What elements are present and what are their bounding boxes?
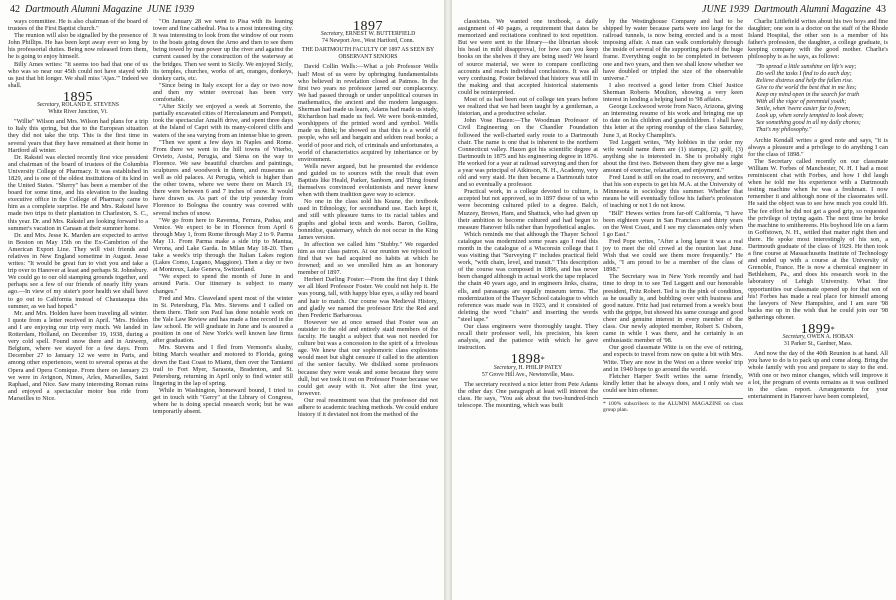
class-secretary bbox=[748, 334, 888, 341]
paragraph: Herbert Darling Foster:—From the first day I think we all liked Professor Foster. We could not help it. He was young, tall, with happy blue eyes, a silky red beard and hair to match. Our course was Medieval History, and gladly we named the professor Eric the Red and then Frederic Barbarossa. bbox=[298, 276, 438, 319]
paragraph: I also received a good letter from Chief Justice Sherman Roberts Moulton, showing a very keen interest in lending a helping hand to '98 affairs. bbox=[603, 81, 743, 104]
paragraph: Dr. Rakstel was elected recently first vice president and chairman of the board of trustees of the Columbia University College of Pharmacy. It was established in 1829, and is one of the oldest institutions of its kind in the United States. "Sherry" has been a member of the board for some time, and his elevation to the leading executive office in the College of Pharmacy came to him as a complete surprise. He and Mrs. Rakstel have made two trips to their plantation in Charleston, S. C., this year. Dr. and Mrs. Rakstel are looking forward to a summer's vacation in Canaan at their summer home. bbox=[8, 153, 148, 232]
right-magazine-title: Dartmouth Alumni Magazine bbox=[753, 4, 871, 15]
paragraph: David Collin Wells:—What a job Professor Wells had! Most of us were by upbringing fundamentalists who believed in revelation closed at Patmos. In the first two years no professor jarred our complacency. We had passed through or under unpolitical courses in mathematics, the ancient and the modern languages. Sherman had made us learn, Adams had made us study, Richardson had made us feel. We were book-minded, worshippers of the printed word and symbol. Wells made us think; he showed us that this is a world of people, who sell and bargain and seldom read books; a world of poor and rich, of criminals and unfortunates, a world of characteristics acquired by inheritance or by environment. bbox=[298, 63, 438, 163]
poem-line: Relieve distress and help the fallen rise. bbox=[756, 77, 854, 84]
left-issue-date: JUNE 1939 bbox=[147, 4, 194, 15]
paragraph: Dr. and Mrs. Jesse K. Marden are expected to arrive in Boston on May 15th on the Ex-Cambrion of the American Export Line. They will visit friends and relatives in New England sometime in August. Jesse writes: "It would be great fun to visit you and take a trip over to Hanover at least and perhaps St. Johnsbury. We could go to our old stamping grounds together, and perhaps see a few of our friends of nearly fifty years ago.—In view of my sister's poor health we shall have to go out to California instead of Chautauqua this summer, as we had hoped." bbox=[8, 231, 148, 310]
subscriber-star: * bbox=[540, 355, 546, 365]
left-column-3 bbox=[298, 18, 438, 600]
paragraph: Our class engineers were thoroughly taught. They recall their professor well, his precision, his keen analysis, and the patience with which he gave instruction. bbox=[458, 323, 598, 352]
paragraph: Our real resentment was that the professor did not adhere to academic teaching methods. We could endure history if it deviated not from the method of the bbox=[298, 396, 438, 419]
right-issue-date: JUNE 1939 bbox=[702, 4, 749, 15]
paragraph: "Bill" Hewes writes from far-off California, "I have been eighteen years in San Francisco and thirty years on the West Coast, and I see my classmates only when I go East." bbox=[603, 209, 743, 238]
secretary-name: ROLAND E. STEVENS bbox=[61, 102, 120, 109]
secretary-address: 57 Grove Hill Ave., Newtonville, Mass. bbox=[481, 371, 575, 378]
paragraph: George Lockwood wrote from Naco, Arizona, giving an interesting resume of his work and bringing me up to date on his children and grandchildren. I shall have this letter at the spring roundup of the class Saturday, June 3, at Rocky Champlin's. bbox=[603, 103, 743, 139]
secretary-address: White River Junction, Vt. bbox=[48, 109, 108, 116]
poem-line: Look up, when sorely tempted to look down; bbox=[756, 112, 864, 119]
paragraph: "Since being in Italy except for a day or two now and then my winter overcoat has been very comfortable. bbox=[153, 81, 293, 104]
secretary-label: Secretary, bbox=[320, 31, 344, 38]
right-page bbox=[452, 0, 896, 600]
paragraph: Archie Kendall writes a good note and says, "it is always a pleasure and a privilege to do anything I can for the class of 1898." bbox=[748, 136, 888, 158]
class-year-heading: 1897 bbox=[353, 19, 383, 34]
paragraph: John Vose Hazen:—The Woodman Professor of Civil Engineering on the Chandler Foundation followed the well-charted early route to a Dartmouth chair. The name is one that is inherent to the northern Connecticut valley. Hazen got his scientific degree at Dartmouth in 1875 and his engineering degree in 1876. He worked for a year at railroad surveying and then for a year was principal of Atkinson, N. H., Academy, very old and very staid. He then became a Dartmouth tutor and so eventually a professor. bbox=[458, 117, 598, 189]
secretary-name: OWEN A. HOBAN bbox=[807, 334, 854, 341]
left-running-head bbox=[10, 4, 194, 15]
left-page-number: 42 bbox=[10, 4, 20, 15]
paragraph: The reunion will also be signalled by the presence of John Phillips. He has been kept away ever so long by his professorial duties. Being now released from them, he is going to enjoy himself. bbox=[8, 32, 148, 61]
right-column-1 bbox=[458, 18, 598, 600]
paragraph: Charlie Littlefield writes about his two boys and fine daughter; one son is a doctor on the staff of the Rhode Island Hospital, the other son is a member of his father's profession, the daughter, a college graduate, is keeping company with the good mother. Charlie's philosophy is as he says, as follows: bbox=[748, 18, 888, 61]
section-subheading: THE DARTMOUTH FACULTY OF 1897 AS SEEN BY OBSERVANT SENIORS bbox=[301, 47, 435, 61]
class-secretary bbox=[458, 365, 598, 372]
footnote: * 100% subscribers to the ALUMNI MAGAZINE on class group plan. bbox=[603, 398, 743, 413]
paragraph: Fletcher Harper Swift writes the same friendly, kindly letter that he always does, and I only wish we could see him oftener. bbox=[603, 372, 743, 394]
paragraph: Our good classmate Witte is on the eve of retiring, and expects to travel from now on quite a bit with Mrs. Witte. They are now in the West on a three weeks' trip and in 1940 hope to go around the world. bbox=[603, 344, 743, 373]
paragraph: "On January 28 we went to Pisa with its leaning tower and fine cathedral. Pisa is a most interesting city. It was interesting to look from the window of our room to the boats going down the Arno and then to see them being towed by man power up the river and against the current caused by the construction of the waterway at the bridges. Then we went to Sicily. We enjoyed Sicily, its temples, churches, works of art, oranges, donkeys, donkey carts, etc. bbox=[153, 18, 293, 82]
subscriber-star: * bbox=[830, 325, 836, 334]
left-column-2 bbox=[153, 18, 293, 600]
class-secretary bbox=[8, 102, 148, 109]
class-year-heading bbox=[748, 322, 888, 337]
paragraph: by the Westinghouse Company and had to be shipped by water because parts were too large for the railroad tunnels, is now being erected and is a most imposing affair. A man can walk comfortably through the inside of several of the supporting parts of the huge frame. Everything ought to be completed in between one and two years, and then we shall know whether we have doubled or tripled the size of the observable universe." bbox=[603, 18, 743, 82]
secretary-label: Secretary, bbox=[36, 102, 61, 109]
right-running-head bbox=[702, 4, 886, 15]
paragraph: No one in the class sold his Keane, the textbook used in Ethnology, for secondhand use. Each kept it, and still with pleasure turns to its racial tables and graphs and global texts and words. Baron, Gollins, bonnidise, quaternary, which do not occur in the King James version. bbox=[298, 198, 438, 241]
paragraph: Ted Leggett writes, "My hobbies in the order my wife would name them are (1) stamps, (2) golf, (3) anything she is interested in. She is probably right about the first two. Between them they give me a large amount of exercise, relaxation, and enjoyment." bbox=[603, 138, 743, 174]
paragraph: In affection we called him "Stubby." We regarded him as our class patron. At our reunion we rejoiced to find that we had acquired no habits at which he frowned; and so we enrolled him as an honorary member of 1897. bbox=[298, 240, 438, 277]
class-year-heading: 1895 bbox=[63, 89, 93, 105]
poem-line: "To spread a little sunshine on life's way; bbox=[756, 63, 857, 70]
paragraph: classicists. We wanted one textbook, a daily assignment of 40 pages, a requirement that dates be memorized and recitations confined to text repetition. But we were sent to the library—the librarian shook his head in mild disapproval, for how can you keep books on the shelves if they are being used? We heard of source material, we were to compare conflicting accounts and reach individual conclusions. It was all very confusing. Foster believed that history was still in the making and that accepted historical statements could be reinterpreted. bbox=[458, 18, 598, 96]
paragraph: Most of us had been out of college ten years before we realized that we had been taught by a gentleman, a historian, and a productive scholar. bbox=[458, 96, 598, 118]
paragraph: "We go from here to Ravenna, Ferrara, Padua, and Venice. We expect to be in Florence from April 6 through May 1, from Rome through May 2 to 9. Parma May 11. From Parma make a side trip to Mantua, Verona, and Lake Garda. In Milan May 18-20. Then take a week's trip through the Italian Lakes region (Lakes Como, Lugano, Maggiore). Then a day or two at Montreux, Lake Geneva, Switzerland. bbox=[153, 216, 293, 274]
paragraph: "Then we spent a few days in Naples and Rome. From there we went to the hill towns of Viterbo, Orvieto, Assisi, Perugia, and Siena on the way to Florence. We saw beautiful churches and paintings, sculptures and woodwork in them, and museums as well as old palaces. At Perugia, which is higher than the other towns, where we were there on March 19, there were between 6 and 7 inches of snow. It would have drawn us. As part of the trip yesterday from Florence to Bologna the country was covered with several inches of snow. bbox=[153, 138, 293, 217]
poem-line: Give to the world the best that in me lies; bbox=[756, 84, 857, 91]
paragraph: "Willie" Wilson and Mrs. Wilson had plans for a trip to Italy this spring, but due to the European situation they did not take the trip. This is the first time in several years that they have remained at their home in Hartford all winter. bbox=[8, 118, 148, 154]
paragraph: Billy Ames writes: "It seems too bad that one of us who was so near our 45th could not have stayed with us just that bit longer. We shall miss 'Ajax.'" Indeed we shall. bbox=[8, 60, 148, 89]
paragraph: The secretary received a nice letter from Pete Adams the other day. One paragraph at least will interest the class. He says, "You ask about the two-hundred-inch telescope. The mounting, which was built bbox=[458, 380, 598, 409]
poem-line: Do well the tasks I find to do each day; bbox=[756, 70, 852, 77]
paragraph: Wells never argued, but he presented the evidence and guided us to sources with the result that even Baptists like Heald, Parker, Sanborn, and Thing found themselves convinced evolutionists and never knew when with them tradition gave way to science. bbox=[298, 162, 438, 199]
secretary-address: 74 Newport Ave., West Hartford, Conn. bbox=[322, 38, 414, 45]
secretary-label: Secretary, bbox=[782, 334, 806, 341]
class-year: 1898 bbox=[510, 352, 541, 368]
left-page bbox=[0, 0, 444, 600]
paragraph: Fred and Mrs. Cleaveland spent most of the winter in St. Petersburg, Fla. Mrs. Stevens and I called on them there. Their son Paul has done notable work on the Yale Law Review and has made a fine record in the law school. He will graduate in June and is assured a position in one of New York's well known law firms after graduation. bbox=[153, 294, 293, 345]
paragraph: The Secretary called recently on our classmate William W. Forbes of Manchester, N. H. I had a most reminiscent chat with Forbes, and how I did laugh when he told me his experience with a Dartmouth testing machine when he was a freshman. I now remember it and although none of the classmates will. He said the object was to see how much you could lift. The fee effort he did not get a good grip, so requested the privilege of trying again. The next time he broke the machine to smithereens. His boyhood life on a farm in Goffstown, N. H., settled that matter right then and there. He spoke most interestingly of his son, a Dartmouth graduate of the class of 1929. He then took a fine course at Massachusetts Institute of Technology and ended up with a course at the University of Grenoble, France. He is now a chemical engineer in Bethlehem, Pa., and does his research work in the laboratory of Lehigh University. What fine opportunities our classmate opened up for that son of his! Forbes has made a real place for himself among the lawyers of New Hampshire, and I am sure '98 backs me up in the wish that he could join our '98 gatherings oftener. bbox=[748, 157, 888, 321]
paragraph: Which reminds me that although the Thayer School catalogue was modernized some years ago I read this month in the catalogue of a Wisconsin college that I was visiting that "Surveying I" includes practical field work, "with chain, level, and transit." This description of the course was composed in 1896, and has never been changed although in actual work the tape replaced the chain 40 years ago, and in engineers links, chains, ells, and parasangs are equally museum terms. The modernization of the Thayer School catalogue to which reference was made was in 1923, and it consisted of deleting the word "chain" and inserting the words "steel tape." bbox=[458, 230, 598, 323]
paragraph: And now the day of the 40th Reunion is at hand. All you have to do is to pack up and come along. Bring the whole family with you and prepare to stay to the end. With one or two minor changes, which will improve it a lot, the program of events remains as it was outlined in the class report. Arrangements for your entertainment in Hanover have been completed, bbox=[748, 350, 888, 400]
poem-line: See something good in all my daily chores; bbox=[756, 119, 861, 126]
paragraph: Mrs. Stevens and I fled from Vermont's slushy, biting March weather and motored to Florida, going down the East Coast to Miami, then over the Tamiami trail to Fort Myer, Sarasota, Bradenton, and St. Petersburg, returning in April only to find winter still lingering in the lap of spring. bbox=[153, 344, 293, 387]
paragraph: Fred Lund is still on the road to recovery, and writes that his son expects to get his M.A. at the University of Minnesota in sociology this summer. Whether that means he will eventually follow his father's profession of teaching or not I do not know. bbox=[603, 174, 743, 210]
paragraph: "After Sicily we enjoyed a week at Sorrento, the partially excavated cities of Herculaneum and Pompeii, took the spectacular Amalfi drive, and spent three days at the Island of Capri with its many-colored cliffs and waters of the sea varying from an intense blue to green. bbox=[153, 103, 293, 139]
paragraph: Mr. and Mrs. Holden have been traveling all winter. I quote from a letter received in April. "Mrs. Holden and I are enjoying our trip very much. We landed in Rotterdam, Holland, on December 19, 1938, during a very cold spell. Found snow there and in Antwerp, Belgium, where we stayed for a few days. From December 27 to January 12 we were in Paris, and among other experiences, went to several operas at the Opera and Opera Comique. From there on January 23 we were in Avignon, Nimes, Arles, Marseilles, Saint Raphael, and Nice. Saw many interesting Roman ruins and enjoyed a spectacular motor bus ride from Marseilles to Nice. bbox=[8, 309, 148, 402]
secretary-label: Secretary, bbox=[493, 364, 517, 371]
paragraph: "We expect to spend the month of June in and around Paris. Our itinerary is subject to many changes." bbox=[153, 273, 293, 295]
poem-line: That's my philosophy." bbox=[756, 126, 812, 133]
paragraph: The Secretary was in New York recently and had time to drop in to see Ted Leggett and our honorable president, Fritz Robert. Ted is in the pink of condition, as he usually is, and bubbling over with business and good nature. Fritz had just returned from a week's bout with the grippe, but showed his same courage and good cheer and genuine interest in every member of the class. Our newly adopted member, Robert S. Osborn, came in while I was there, and he certainly is an enthusiastic member of '98. bbox=[603, 273, 743, 345]
secretary-name: H. PHILIP PATEY bbox=[518, 364, 563, 371]
right-column-2 bbox=[603, 18, 743, 600]
poem-line: Keep my mind open in the search for truth bbox=[756, 91, 860, 98]
paragraph: However we at once sensed that Foster was an outsider to the old and entirely staid members of the faculty. He taught a subject that was not needed for culture but was a concession to the spirit of a frivolous age. We knew that our sophomoric class explosions would meet but slight censure if called to the attention of the senior faculty. We disliked some professors because they were weak and some because they were dull, but we took it out on Professor Foster because we could get away with it. Not after the first year, however. bbox=[298, 318, 438, 397]
left-column-1 bbox=[8, 18, 148, 600]
left-magazine-title: Dartmouth Alumni Magazine bbox=[25, 4, 143, 15]
paragraph: ways committee. He is also chairman of the board of trustees of the First Baptist church." bbox=[8, 18, 148, 33]
right-column-3 bbox=[748, 18, 888, 600]
class-year: 1899 bbox=[800, 322, 831, 337]
poem-line: Smile, when 'twere easier far to frown; bbox=[756, 105, 851, 112]
poem-line: With all the vigor of perennial youth; bbox=[756, 98, 847, 105]
paragraph: Fred Pope writes, "After a long lapse it was a real joy to meet the old crowd at the reunion last June. Wish that we could see them more frequently." He adds, "I am proud to be a member of the class of 1898." bbox=[603, 237, 743, 274]
secretary-name: ERNEST W. BUTTERFIELD bbox=[345, 31, 416, 38]
page-gutter bbox=[444, 0, 452, 600]
right-page-number: 43 bbox=[876, 4, 886, 15]
paragraph: Practical work, in a college devoted to culture, is accepted but not approved, so in 1897 those of us who were becoming cultured piled to a degree. Balch, Muzzey, Brown, Ham, and Shattuck, who had given up their ambition to become cultured and had begun to measure Hanover hills rather than hypothetical angles. bbox=[458, 188, 598, 231]
secretary-address: 31 Parker St., Gardner, Mass. bbox=[783, 341, 853, 348]
paragraph: While in Washington, homeward bound, I tried to get in touch with "Gerry" at the Library of Congress, where he is doing special research work; but he was temporarily absent. bbox=[153, 386, 293, 416]
poem bbox=[756, 64, 888, 134]
